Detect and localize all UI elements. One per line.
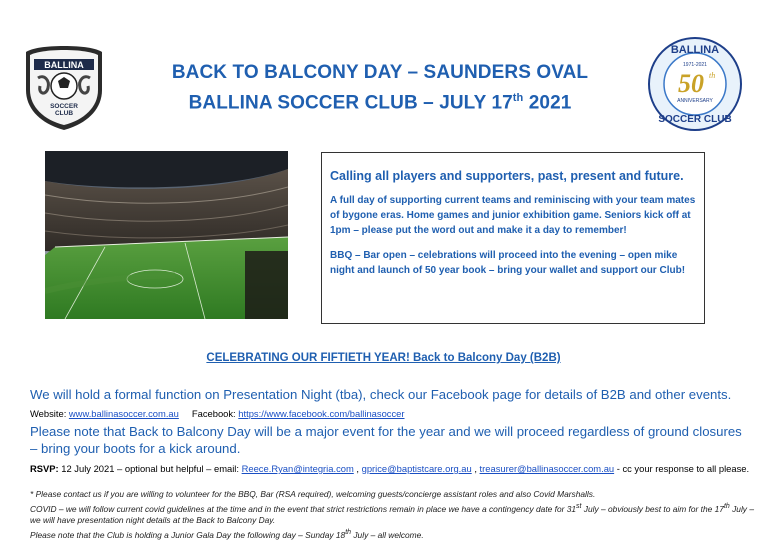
svg-text:1971-2021: 1971-2021 — [683, 62, 707, 68]
svg-text:50: 50 — [678, 69, 704, 98]
rsvp-line — [30, 463, 760, 475]
fiftieth-anniversary-logo — [647, 36, 743, 132]
formal-function-text: We will hold a formal function on Presentation Night (tba), check our Facebook page for details of B2B and other events. — [30, 387, 732, 402]
major-event-text: Please note that Back to Balcony Day will be a major event for the year and we will proceed regardless of ground closures – bring your boots for a kick around. — [30, 424, 742, 456]
svg-text:CLUB: CLUB — [54, 110, 74, 117]
facebook-link[interactable]: https://www.facebook.com/ballinasoccer — [238, 408, 405, 419]
page-subtitle: BALLINA SOCCER CLUB – JULY 17th 2021 — [188, 92, 572, 114]
svg-text:th: th — [709, 71, 716, 80]
facebook-label: Facebook: — [191, 408, 239, 419]
svg-text:SOCCER: SOCCER — [50, 103, 78, 110]
email-link-reece[interactable]: Reece.Ryan@integria.com — [241, 463, 354, 474]
svg-text:SOCCER CLUB: SOCCER CLUB — [658, 114, 732, 125]
svg-text:BALLINA: BALLINA — [670, 44, 720, 56]
event-info-box — [321, 152, 705, 324]
svg-text:ANNIVERSARY: ANNIVERSARY — [677, 98, 713, 104]
info-box-lead: Calling all players and supporters, past, present and future. — [330, 169, 684, 183]
rsvp-label: RSVP: — [30, 463, 62, 474]
rsvp-tail: - cc your response to all please. — [614, 463, 750, 474]
website-label: Website: — [30, 408, 69, 419]
info-box-paragraph-day: A full day of supporting current teams and reminiscing with your team mates of bygone eras. Home games and junior exhibition game. Seniors kick off at 1pm – please put the word out and make it a day to remember! — [330, 195, 696, 236]
covid-note: COVID – we will follow current covid guidelines at the time and in the event that strict restrictions remain in place we have a contingency date for 31st July – obviously best to aim for the 17th July – we will have presentation night details at the Back to Balcony Day. — [30, 503, 754, 525]
info-box-paragraph-bbq: BBQ – Bar open – celebrations will proceed into the evening – open mike night and launch of 50 year book – bring your wallet and support our Club! — [330, 250, 686, 276]
page-title: BACK TO BALCONY DAY – SAUNDERS OVAL — [171, 62, 589, 83]
rsvp-separator: , — [471, 463, 480, 474]
rsvp-text: 12 July 2021 – optional but helpful – email: — [61, 463, 242, 474]
gala-day-note: Please note that the Club is holding a Junior Gala Day the following day – Sunday 18th July – all welcome. — [30, 529, 424, 540]
rsvp-separator: , — [353, 463, 362, 474]
email-link-gprice[interactable]: gprice@baptistcare.org.au — [361, 463, 472, 474]
svg-text:BALLINA: BALLINA — [44, 60, 84, 70]
volunteer-note: * Please contact us if you are willing to volunteer for the BBQ, Bar (RSA required), welcoming guests/concierge assistant roles and also Covid Marshalls. — [30, 489, 596, 499]
email-link-treasurer[interactable]: treasurer@ballinasoccer.com.au — [479, 463, 615, 474]
stadium-photo — [45, 151, 288, 319]
links-line — [30, 408, 760, 420]
ballina-soccer-club-logo — [24, 44, 104, 132]
website-link[interactable]: www.ballinasoccer.com.au — [68, 408, 179, 419]
celebrating-heading: CELEBRATING OUR FIFTIETH YEAR! Back to Balcony Day (B2B) — [206, 352, 561, 364]
